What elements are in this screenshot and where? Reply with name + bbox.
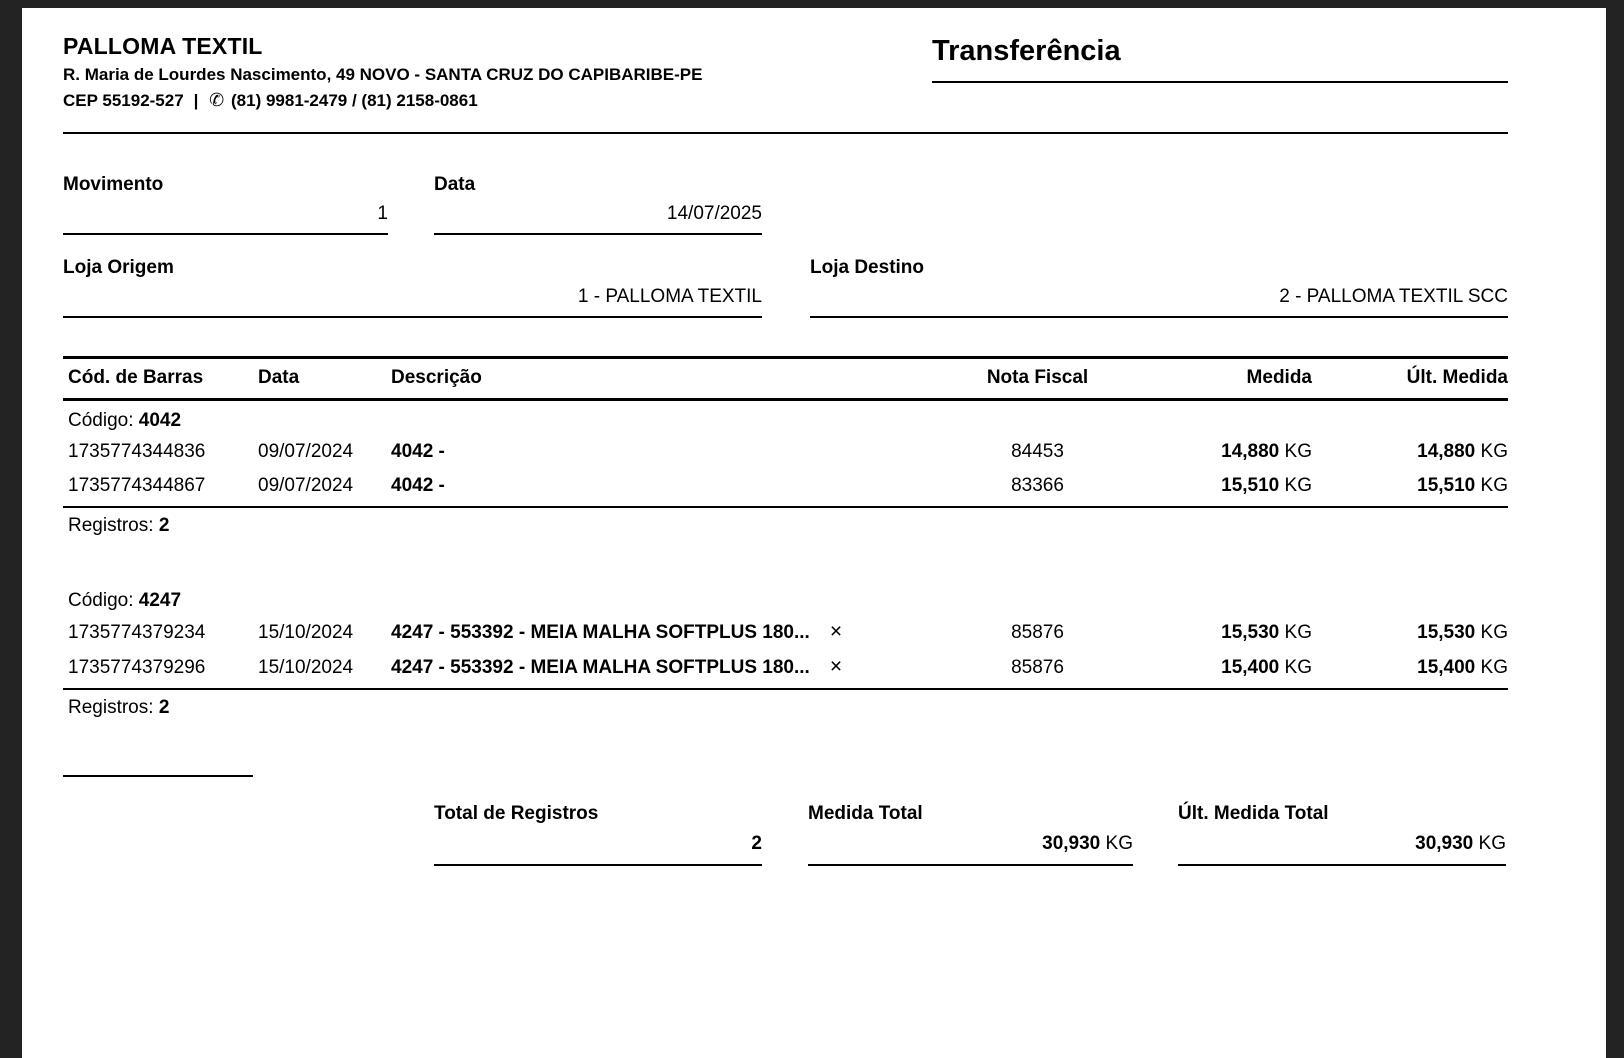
cell-description: 4247 - 553392 - MEIA MALHA SOFTPLUS 180... — [391, 657, 810, 678]
company-name: PALLOMA TEXTIL — [63, 33, 263, 59]
company-address: R. Maria de Lourdes Nascimento, 49 NOVO - SANTA CRUZ DO CAPIBARIBE-PE — [63, 65, 703, 84]
cell-medida: 15,510 KG — [1221, 475, 1312, 496]
items-table — [63, 356, 1508, 719]
company-phones: (81) 9981-2479 / (81) 2158-0861 — [231, 91, 478, 110]
registros-count: 2 — [158, 515, 170, 536]
company-block — [63, 33, 702, 111]
loja-origem-field — [63, 257, 762, 318]
table-row — [63, 469, 1508, 503]
cell-date: 15/10/2024 — [258, 657, 354, 678]
cell-nota-fiscal: 84453 — [1011, 441, 1064, 462]
cell-nota-fiscal: 83366 — [1011, 475, 1064, 496]
loja-destino-field — [810, 257, 1508, 318]
report-page — [22, 8, 1606, 1058]
header-data: Data — [258, 367, 300, 388]
header-cod-barras: Cód. de Barras — [68, 367, 204, 388]
medida-total-label: Medida Total — [808, 803, 923, 824]
phone-icon: ✆ — [209, 90, 225, 110]
header-divider — [63, 132, 1508, 134]
header-descricao: Descrição — [391, 367, 482, 388]
cell-date: 09/07/2024 — [258, 475, 354, 496]
cell-nota-fiscal: 85876 — [1011, 657, 1064, 678]
loja-origem-value: 1 - PALLOMA TEXTIL — [577, 286, 762, 307]
cell-barcode: 1735774344867 — [68, 475, 206, 496]
cell-ult-medida: 15,510 KG — [1417, 475, 1508, 496]
group-code-value: 4247 — [138, 590, 182, 611]
cell-barcode: 1735774379296 — [68, 657, 206, 678]
registros-count: 2 — [158, 697, 170, 718]
company-cep: CEP 55192-527 — [63, 91, 184, 110]
x-mark-icon: × — [829, 655, 843, 678]
movement-fields — [63, 174, 1508, 235]
movimento-value: 1 — [377, 203, 388, 224]
loja-origem-label: Loja Origem — [63, 257, 174, 278]
total-registros-value: 2 — [751, 833, 762, 854]
cell-ult-medida: 15,400 KG — [1417, 657, 1508, 678]
cell-medida: 14,880 KG — [1221, 441, 1312, 462]
cell-description: 4042 - — [391, 441, 445, 462]
cell-date: 15/10/2024 — [258, 622, 354, 643]
separator: | — [193, 91, 199, 110]
cell-medida: 15,530 KG — [1221, 622, 1312, 643]
table-row — [63, 650, 1508, 685]
ult-medida-total-label: Últ. Medida Total — [1178, 803, 1329, 824]
group-registros — [63, 508, 1508, 537]
header-nota-fiscal: Nota Fiscal — [986, 367, 1089, 388]
medida-total-value: 30,930 KG — [1042, 833, 1133, 854]
registros-label: Registros: — [68, 697, 154, 718]
group-code-line — [63, 401, 1508, 435]
cell-barcode: 1735774379234 — [68, 622, 206, 643]
header-medida: Medida — [1246, 367, 1312, 388]
data-value: 14/07/2025 — [666, 203, 762, 224]
group-registros — [63, 690, 1508, 719]
cell-description: 4247 - 553392 - MEIA MALHA SOFTPLUS 180... — [391, 622, 810, 643]
item-group-4042 — [63, 401, 1508, 537]
cell-description: 4042 - — [391, 475, 445, 496]
cell-barcode: 1735774344836 — [68, 441, 206, 462]
group-code-label: Código: — [68, 410, 134, 431]
group-code-label: Código: — [68, 590, 134, 611]
ult-medida-total-field — [1178, 803, 1506, 866]
cell-date: 09/07/2024 — [258, 441, 354, 462]
group-code-value: 4042 — [138, 410, 182, 431]
report-header — [63, 33, 1508, 111]
document-title: Transferência — [932, 35, 1508, 83]
medida-total-field — [808, 803, 1133, 866]
cell-ult-medida: 15,530 KG — [1417, 622, 1508, 643]
loja-destino-value: 2 - PALLOMA TEXTIL SCC — [1279, 286, 1508, 307]
company-contact — [63, 90, 702, 111]
total-registros-label: Total de Registros — [434, 803, 599, 824]
group-code-line — [63, 581, 1508, 615]
cell-medida: 15,400 KG — [1221, 657, 1312, 678]
x-mark-icon: × — [829, 620, 843, 643]
item-group-4247 — [63, 581, 1508, 719]
data-label: Data — [434, 174, 476, 195]
table-header — [63, 356, 1508, 401]
table-row — [63, 615, 1508, 650]
loja-destino-label: Loja Destino — [810, 257, 925, 278]
header-ult-medida: Últ. Medida — [1406, 367, 1508, 388]
movimento-label: Movimento — [63, 174, 164, 195]
table-row — [63, 435, 1508, 469]
total-registros-field — [434, 803, 762, 866]
signature-line — [63, 775, 253, 777]
ult-medida-total-value: 30,930 KG — [1415, 833, 1506, 854]
movimento-field — [63, 174, 388, 235]
store-fields — [63, 257, 1508, 318]
totals-section — [434, 803, 1508, 866]
data-field — [434, 174, 762, 235]
cell-ult-medida: 14,880 KG — [1417, 441, 1508, 462]
cell-nota-fiscal: 85876 — [1011, 622, 1064, 643]
registros-label: Registros: — [68, 515, 154, 536]
